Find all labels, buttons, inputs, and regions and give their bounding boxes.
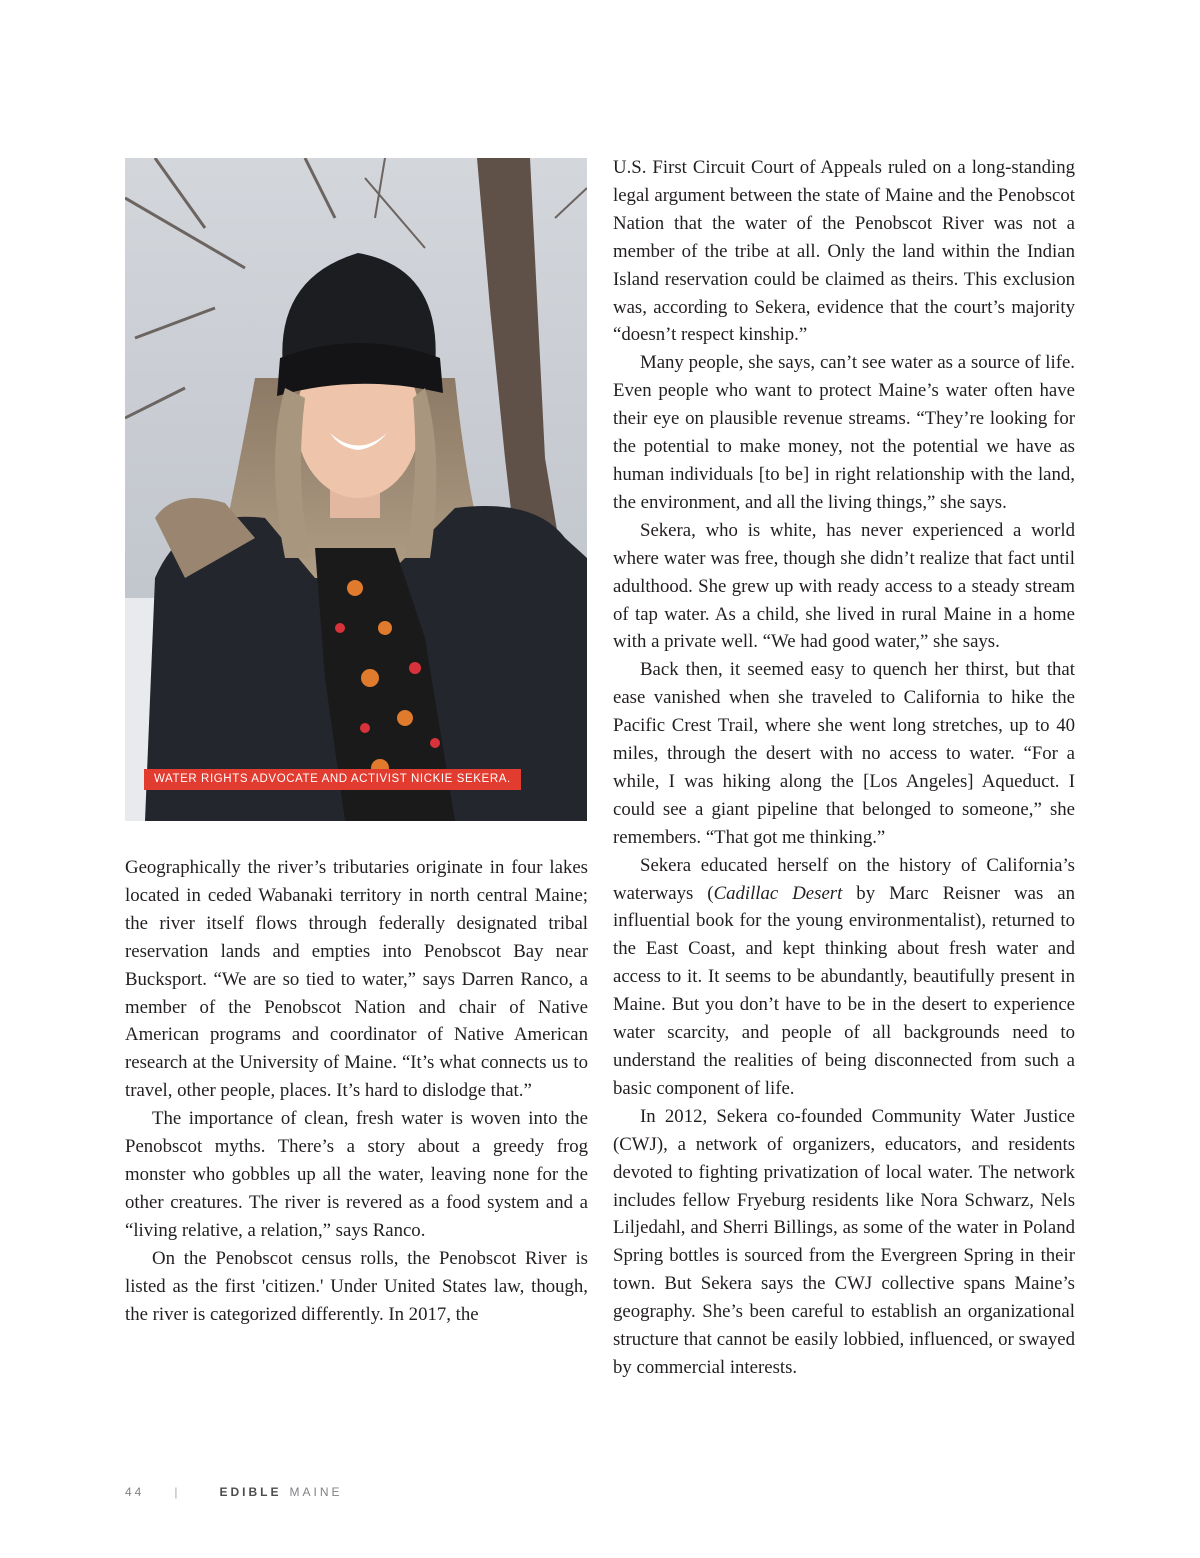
footer-separator: | bbox=[174, 1485, 178, 1499]
right-paragraph-3: Sekera, who is white, has never experienced a world where water was free, though she didn’t realize that fact until adulthood. She grew up with ready access to a steady stream of tap water. As a child, she lived in rural Maine in a home with a private well. “We had good water,” she says. bbox=[613, 519, 1075, 653]
publication-state: MAINE bbox=[289, 1485, 343, 1499]
left-paragraph-3: On the Penobscot census rolls, the Penobscot River is listed as the first 'citizen.' Under United States law, though, the river is categorized differently. In 2017, the bbox=[125, 1247, 588, 1325]
left-column bbox=[125, 854, 588, 1328]
book-title: Cadillac Desert bbox=[713, 882, 843, 904]
right-paragraph-6: In 2012, Sekera co-founded Community Water Justice (CWJ), a network of organizers, educators, and residents devoted to fighting privatization of local water. The network includes fellow Fryeburg residents like Nora Schwarz, Nels Liljedahl, and Sherri Billings, as some of the water in Poland Spring bottles is sourced from the Evergreen Spring in their town. But Sekera says the CWJ collective spans Maine’s geography. She’s been careful to establish an organizational structure that cannot be easily lobbied, influenced, or swayed by commercial interests. bbox=[613, 1105, 1075, 1378]
p5-text-before: Sekera educated herself on the history of California’s waterways ( bbox=[613, 854, 1075, 904]
right-column bbox=[613, 154, 1075, 1382]
p5-text-after: by Marc Reisner was an influential book for the young environmentalist), returned to the East Coast, and kept thinking about fresh water and access to it. It seems to be abundantly, beautifully present in Maine. But you don’t have to be in the desert to experience water scarcity, and people of all backgrounds need to understand the realities of being disconnected from such a basic component of life. bbox=[613, 882, 1075, 1099]
left-paragraph-2: The importance of clean, fresh water is woven into the Penobscot myths. There’s a story about a greedy frog monster who gobbles up all the water, leaving none for the other creatures. The river is revered as a food system and a “living relative, a relation,” says Ranco. bbox=[125, 1108, 588, 1241]
left-paragraph-1: Geographically the river’s tributaries originate in four lakes located in ceded Wabanaki territory in north central Maine; the river itself flows through federally designated tribal reservation lands and empties into Penobscot Bay near Bucksport. “We are so tied to water,” says Darren Ranco, a member of the Penobscot Nation and chair of Native American programs and coordinator of Native American research at the University of Maine. “It’s what connects us to travel, other people, places. It’s hard to dislodge that.” bbox=[125, 857, 588, 1102]
right-paragraph-5 bbox=[613, 852, 1075, 1103]
page-footer bbox=[125, 1483, 343, 1501]
right-paragraph-4: Back then, it seemed easy to quench her thirst, but that ease vanished when she traveled to California to hike the Pacific Crest Trail, where she went long stretches, up to 40 miles, through the desert with no access to water. “For a while, I was hiking along the [Los Angeles] Aqueduct. I could see a giant pipeline that belonged to someone,” she remembers. “That got me thinking.” bbox=[613, 659, 1075, 848]
right-paragraph-2: Many people, she says, can’t see water as a source of life. Even people who want to protect Maine’s water often have their eye on plausible revenue streams. “They’re looking for the potential to make money, not the potential we have as human individuals [to be] in right relationship with the land, the environment, and all the living things,” she says. bbox=[613, 352, 1075, 513]
right-paragraph-1: U.S. First Circuit Court of Appeals ruled on a long-standing legal argument between the state of Maine and the Penobscot Nation that the water of the Penobscot River was not a member of the tribe at all. Only the land within the Indian Island reservation could be claimed as theirs. This exclusion was, according to Sekera, evidence that the court’s majority “doesn’t respect kinship.” bbox=[613, 157, 1075, 346]
portrait-photo bbox=[125, 158, 587, 821]
photo-caption: WATER RIGHTS ADVOCATE AND ACTIVIST NICKIE SEKERA. bbox=[144, 769, 521, 790]
publication-name: EDIBLE bbox=[219, 1485, 282, 1499]
page-number: 44 bbox=[125, 1485, 145, 1499]
portrait-illustration bbox=[125, 158, 587, 821]
